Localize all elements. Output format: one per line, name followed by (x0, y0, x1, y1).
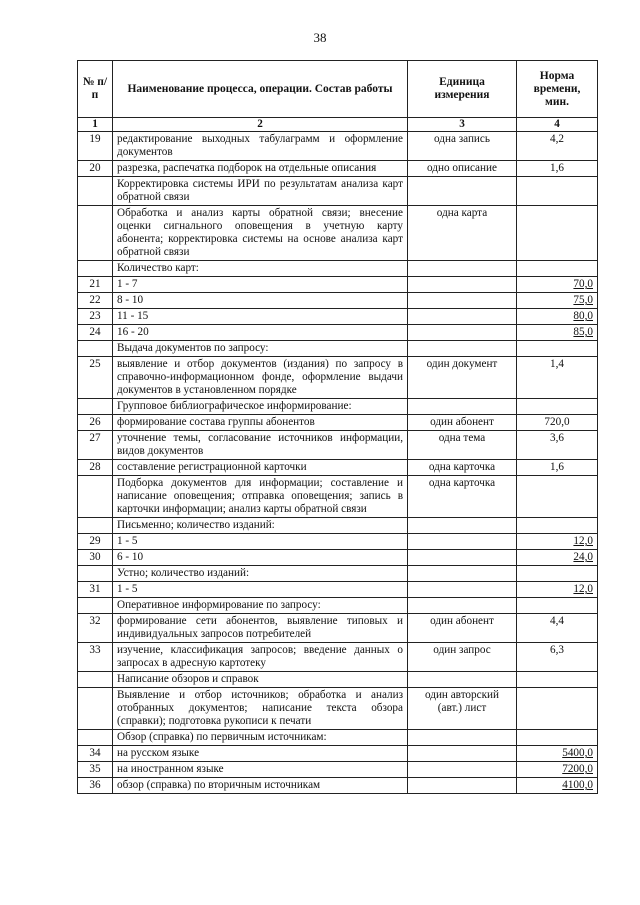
row-norm (517, 261, 598, 277)
row-description: разрезка, распечатка подборок на отдельные описания (113, 161, 408, 177)
row-description: Устно; количество изданий: (113, 566, 408, 582)
row-description: Подборка документов для информации; составление и написание оповещения; отправка оповещения; запись в карточки информации; анализ карты обратной связи (113, 476, 408, 518)
row-norm (517, 730, 598, 746)
table-row (78, 399, 598, 415)
table-header-row (78, 61, 598, 118)
table-row (78, 614, 598, 643)
row-norm: 4,4 (517, 614, 598, 643)
row-number (78, 672, 113, 688)
page-number: 38 (313, 30, 327, 45)
row-number: 33 (78, 643, 113, 672)
row-description: на русском языке (113, 746, 408, 762)
row-description: Количество карт: (113, 261, 408, 277)
row-unit (408, 309, 517, 325)
row-description: Оперативное информирование по запросу: (113, 598, 408, 614)
row-norm (517, 206, 598, 261)
row-unit (408, 293, 517, 309)
table-row (78, 293, 598, 309)
row-norm (517, 518, 598, 534)
row-unit (408, 550, 517, 566)
header-name: Наименование процесса, операции. Состав работы (113, 61, 408, 118)
row-number (78, 598, 113, 614)
row-norm: 7200,0 (517, 762, 598, 778)
row-norm: 85,0 (517, 325, 598, 341)
row-description: выявление и отбор документов (издания) по запросу в справочно-информационном фонде, оформление выдачи документов в установленном порядке (113, 357, 408, 399)
row-unit: одна запись (408, 132, 517, 161)
row-description: 11 - 15 (113, 309, 408, 325)
row-number (78, 566, 113, 582)
row-unit: один авторский (авт.) лист (408, 688, 517, 730)
row-unit (408, 399, 517, 415)
column-index: 4 (517, 118, 598, 132)
column-index-row (78, 118, 598, 132)
row-unit (408, 341, 517, 357)
row-number: 30 (78, 550, 113, 566)
row-description: обзор (справка) по вторичным источникам (113, 778, 408, 794)
row-norm: 6,3 (517, 643, 598, 672)
row-number: 20 (78, 161, 113, 177)
table-row (78, 325, 598, 341)
row-number (78, 341, 113, 357)
row-number (78, 206, 113, 261)
row-description: уточнение темы, согласование источников информации, видов документов (113, 431, 408, 460)
table-row (78, 778, 598, 794)
row-norm: 5400,0 (517, 746, 598, 762)
table-row (78, 672, 598, 688)
table-row (78, 415, 598, 431)
table-row (78, 341, 598, 357)
header-num: № п/п (78, 61, 113, 118)
row-norm (517, 177, 598, 206)
row-unit (408, 730, 517, 746)
table-row (78, 643, 598, 672)
row-description: 6 - 10 (113, 550, 408, 566)
row-norm: 720,0 (517, 415, 598, 431)
row-number (78, 518, 113, 534)
table-row (78, 762, 598, 778)
row-number: 19 (78, 132, 113, 161)
row-description: Групповое библиографическое информирование: (113, 399, 408, 415)
row-unit: одна тема (408, 431, 517, 460)
row-norm (517, 476, 598, 518)
row-description: 1 - 7 (113, 277, 408, 293)
row-description: Письменно; количество изданий: (113, 518, 408, 534)
row-unit: одна карточка (408, 460, 517, 476)
row-unit (408, 762, 517, 778)
row-unit (408, 325, 517, 341)
row-description: Выдача документов по запросу: (113, 341, 408, 357)
table-row (78, 309, 598, 325)
row-description: Обработка и анализ карты обратной связи; внесение оценки сигнального оповещения в учетную карту абонента; корректировка системы на основе анализа карт обратной связи (113, 206, 408, 261)
row-unit (408, 672, 517, 688)
row-number: 22 (78, 293, 113, 309)
row-number: 26 (78, 415, 113, 431)
row-norm: 70,0 (517, 277, 598, 293)
row-description: Корректировка системы ИРИ по результатам анализа карт обратной связи (113, 177, 408, 206)
row-norm: 12,0 (517, 582, 598, 598)
row-number (78, 730, 113, 746)
table-row (78, 177, 598, 206)
row-norm: 80,0 (517, 309, 598, 325)
row-unit (408, 277, 517, 293)
row-unit: один документ (408, 357, 517, 399)
row-norm: 3,6 (517, 431, 598, 460)
row-norm (517, 566, 598, 582)
column-index: 3 (408, 118, 517, 132)
row-norm (517, 688, 598, 730)
row-unit: один абонент (408, 415, 517, 431)
row-norm: 24,0 (517, 550, 598, 566)
row-number (78, 177, 113, 206)
row-unit (408, 177, 517, 206)
table-row (78, 518, 598, 534)
row-norm (517, 672, 598, 688)
row-number (78, 399, 113, 415)
row-description: формирование состава группы абонентов (113, 415, 408, 431)
table-row (78, 357, 598, 399)
row-number: 35 (78, 762, 113, 778)
row-unit: одна карточка (408, 476, 517, 518)
row-unit (408, 566, 517, 582)
row-norm: 4,2 (517, 132, 598, 161)
row-unit (408, 778, 517, 794)
row-unit: одна карта (408, 206, 517, 261)
row-number: 29 (78, 534, 113, 550)
column-index: 2 (113, 118, 408, 132)
row-unit (408, 518, 517, 534)
row-number (78, 261, 113, 277)
row-unit (408, 261, 517, 277)
row-unit: один абонент (408, 614, 517, 643)
row-unit (408, 534, 517, 550)
row-number: 28 (78, 460, 113, 476)
row-description: 1 - 5 (113, 582, 408, 598)
row-norm (517, 598, 598, 614)
table-row (78, 161, 598, 177)
table-body (78, 132, 598, 794)
row-description: Обзор (справка) по первичным источникам: (113, 730, 408, 746)
row-norm (517, 341, 598, 357)
row-norm: 1,4 (517, 357, 598, 399)
row-number (78, 688, 113, 730)
table-row (78, 534, 598, 550)
row-description: редактирование выходных табулаграмм и оформление документов (113, 132, 408, 161)
header-norm: Норма времени, мин. (517, 61, 598, 118)
table-row (78, 277, 598, 293)
table-row (78, 598, 598, 614)
column-index: 1 (78, 118, 113, 132)
row-unit (408, 598, 517, 614)
row-norm (517, 399, 598, 415)
row-number (78, 476, 113, 518)
row-number: 24 (78, 325, 113, 341)
table-row (78, 566, 598, 582)
row-description: на иностранном языке (113, 762, 408, 778)
row-number: 27 (78, 431, 113, 460)
row-description: изучение, классификация запросов; введение данных о запросах в адресную картотеку (113, 643, 408, 672)
row-description: 16 - 20 (113, 325, 408, 341)
table-row (78, 261, 598, 277)
row-norm: 75,0 (517, 293, 598, 309)
table-row (78, 431, 598, 460)
norms-table (77, 60, 598, 794)
row-unit: один запрос (408, 643, 517, 672)
table-row (78, 746, 598, 762)
row-description: формирование сети абонентов, выявление типовых и индивидуальных запросов потребителей (113, 614, 408, 643)
row-norm: 12,0 (517, 534, 598, 550)
row-number: 23 (78, 309, 113, 325)
row-description: 8 - 10 (113, 293, 408, 309)
row-norm: 4100,0 (517, 778, 598, 794)
row-norm: 1,6 (517, 161, 598, 177)
table-row (78, 582, 598, 598)
row-description: 1 - 5 (113, 534, 408, 550)
row-unit: одно описание (408, 161, 517, 177)
row-unit (408, 582, 517, 598)
table-row (78, 730, 598, 746)
row-number: 32 (78, 614, 113, 643)
table-row (78, 460, 598, 476)
row-description: Выявление и отбор источников; обработка и анализ отобранных документов; написание текста обзора (справки); подготовка рукописи к печати (113, 688, 408, 730)
table-row (78, 206, 598, 261)
table-row (78, 476, 598, 518)
row-unit (408, 746, 517, 762)
row-description: составление регистрационной карточки (113, 460, 408, 476)
row-norm: 1,6 (517, 460, 598, 476)
row-number: 21 (78, 277, 113, 293)
table-row (78, 550, 598, 566)
row-number: 25 (78, 357, 113, 399)
table-row (78, 688, 598, 730)
header-unit: Единица измерения (408, 61, 517, 118)
row-number: 34 (78, 746, 113, 762)
row-description: Написание обзоров и справок (113, 672, 408, 688)
table-row (78, 132, 598, 161)
row-number: 31 (78, 582, 113, 598)
row-number: 36 (78, 778, 113, 794)
